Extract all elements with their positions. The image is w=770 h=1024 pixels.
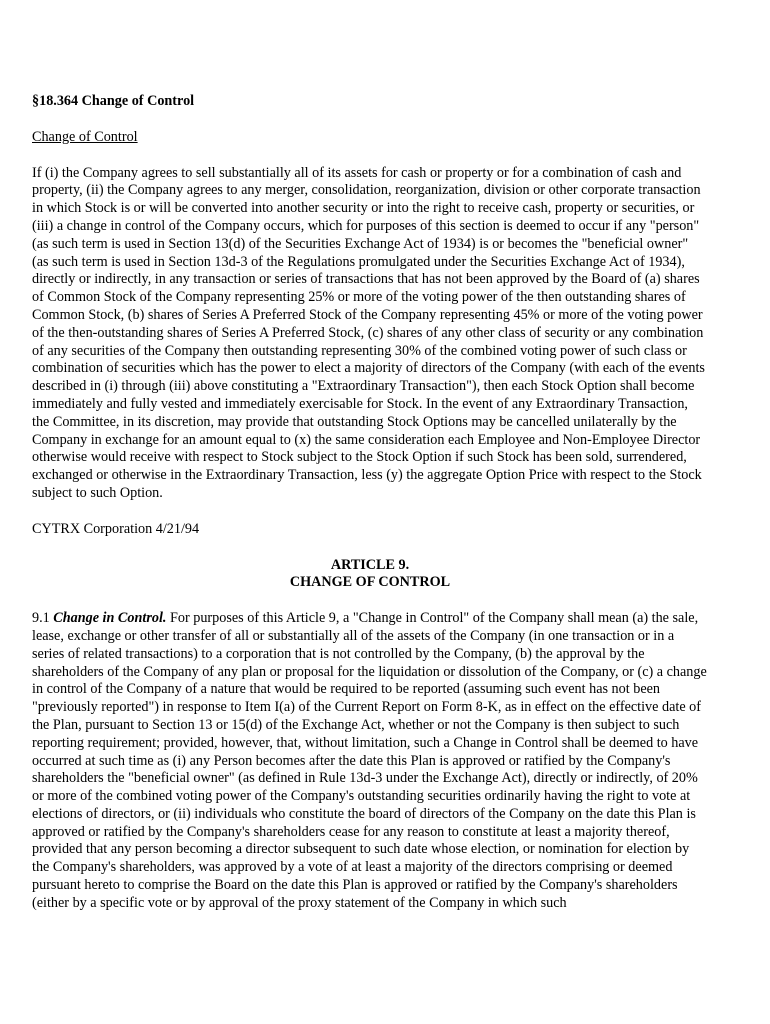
section-subheading: Change of Control [32,128,138,145]
clause-paragraph [32,610,708,913]
article-name: CHANGE OF CONTROL [289,574,451,591]
section-heading: §18.364 Change of Control [32,93,195,109]
document-page [32,93,708,931]
clause-title: Change in Control. [53,610,167,627]
article-title [32,557,708,593]
section-body-paragraph: If (i) the Company agrees to sell substantially all of its assets for cash or property or for a combination of cash and property, (ii) the Company agrees to any merger, consolidation, reorganization, division or other corporate transaction in which Stock is or will be converted into another security or into the right to receive cash, property or securities, or (iii) a change in control of the Company occurs, which for purposes of this section is deemed to occur if any "person" (as such term is used in Section 13(d) of the Securities Exchange Act of 1934) is or becomes the "beneficial owner" (as such term is used in Section 13d-3 of the Regulations promulgated under the Securities Exchange Act of 1934), directly or indirectly, in any transaction or series of transactions that has not been approved by the Board of (a) shares of Common Stock of the Company representing 25% or more of the voting power of the then outstanding shares of Common Stock, (b) shares of Series A Preferred Stock of the Company representing 45% or more of the voting power of the then-outstanding shares of Series A Preferred Stock, (c) shares of any other class of security or any combination of any securities of the Company then outstanding representing 30% of the combined voting power of such class or combination of securities which has the power to elect a majority of directors of the Company (with each of the events described in (i) through (iii) above constituting a "Extraordinary Transaction"), then each Stock Option shall become immediately and fully vested and immediately exercisable for Stock. In the event of any Extraordinary Transaction, the Committee, in its discretion, may provide that outstanding Stock Options may be cancelled unilaterally by the Company in exchange for an amount equal to (x) the same consideration each Employee and Non-Employee Director otherwise would receive with respect to Stock subject to the Stock Option if such Stock has been sold, surrendered, exchanged or otherwise in the Extraordinary Transaction, less (y) the aggregate Option Price with respect to the Stock subject to such Option. [32,164,705,501]
clause-body: For purposes of this Article 9, a "Change in Control" of the Company shall mean (a) the sale, lease, exchange or other transfer of all or substantially all of the assets of the Company (in one transaction or in a series of related transactions) to a corporation that is not controlled by the Company, (b) the approval by the shareholders of the Company of any plan or proposal for the liquidation or dissolution of the Company, or (c) a change in control of the Company of a nature that would be required to be reported (assuming such event has not been "previously reported") in response to Item I(a) of the Current Report on Form 8-K, as in effect on the effective date of the Plan, pursuant to Section 13 or 15(d) of the Exchange Act, whether or not the Company is then subject to such reporting requirement; provided, however, that, without limitation, such a Change in Control shall be deemed to have occurred at such time as (i) any Person becomes after the date this Plan is approved or ratified by the Company's shareholders the "beneficial owner" (as defined in Rule 13d-3 under the Exchange Act), directly or indirectly, of 20% or more of the combined voting power of the Company's outstanding securities ordinarily having the right to vote at elections of directors, or (ii) individuals who constitute the board of directors of the Company on the date this Plan is approved or ratified by the Company's shareholders cease for any reason to constitute at least a majority thereof, provided that any person becoming a director subsequent to such date whose election, or nomination for election by the Company's shareholders, was approved by a vote of at least a majority of the directors comprising or deemed pursuant hereto to comprise the Board on the date this Plan is approved or ratified by the Company's shareholders (either by a specific vote or by approval of the proxy statement of the Company in which such [32,610,707,911]
clause-number: 9.1 [32,610,54,627]
article-number: ARTICLE 9. [330,556,410,573]
source-citation: CYTRX Corporation 4/21/94 [32,520,200,537]
